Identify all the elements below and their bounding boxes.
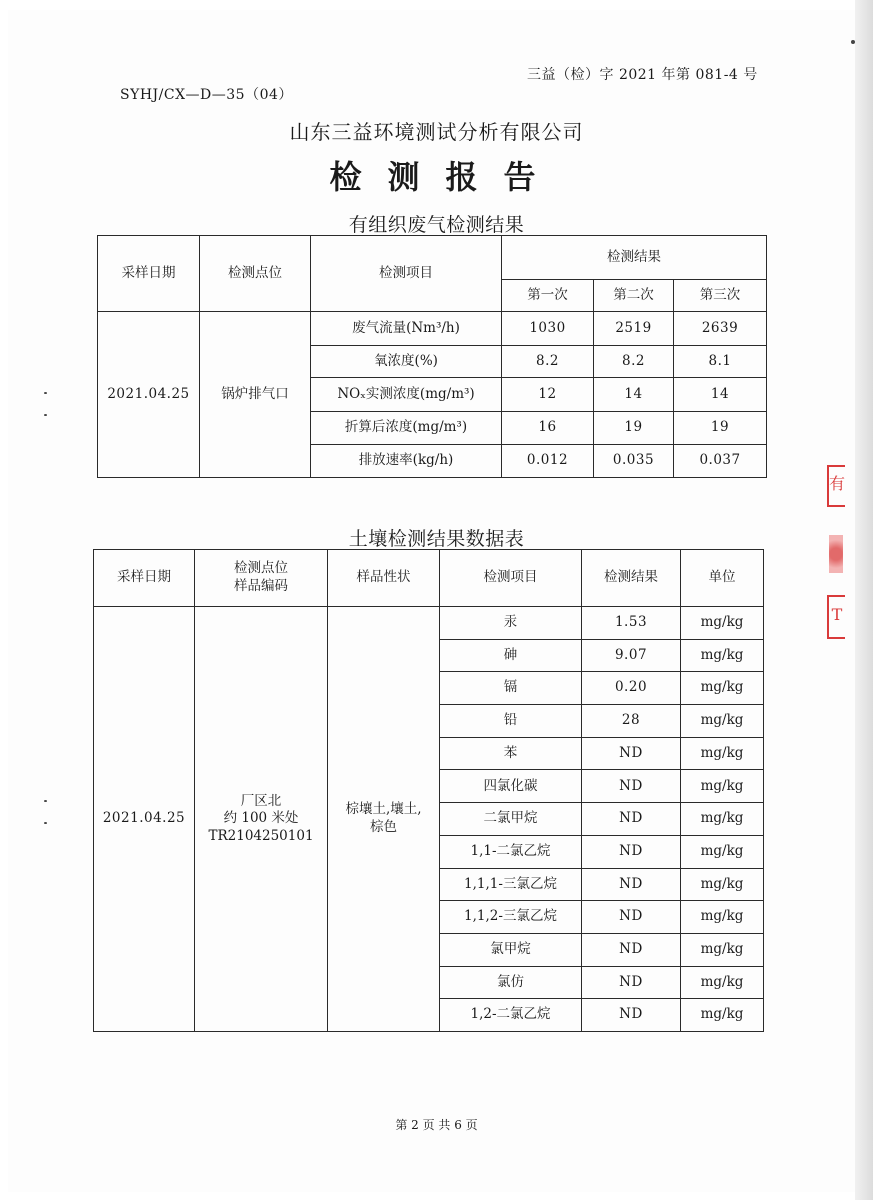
value-cell: 14 [594,378,674,412]
value-cell: 19 [674,412,767,445]
result-cell: ND [582,868,681,901]
waste-gas-results-table [97,235,767,478]
value-cell: 0.037 [674,445,767,478]
item-cell: 铅 [440,705,582,738]
test-point-line2: 约 100 米处 [223,810,299,827]
stamp-fragment-middle [829,535,843,573]
unit-cell: mg/kg [681,737,764,770]
scan-speck [851,40,855,44]
header-test-point: 检测点位 [234,560,288,577]
report-title: 检测报告 [329,158,562,196]
scan-speck [44,414,47,416]
item-cell: 折算后浓度(mg/m³) [311,412,502,445]
header-unit: 单位 [681,550,764,607]
item-cell: 排放速率(kg/h) [311,445,502,478]
value-cell: 14 [674,378,767,412]
result-cell: ND [582,835,681,868]
table-row [98,312,767,346]
report-number: 三益（检）字 2021 年第 081-4 号 [527,67,758,83]
item-cell: 氯甲烷 [440,933,582,966]
header-test-result: 检测结果 [502,236,767,280]
result-cell: ND [582,803,681,836]
item-cell: 1,1,1-三氯乙烷 [440,868,582,901]
item-cell: 1,1-二氯乙烷 [440,835,582,868]
stamp-fragment-top: 有 [827,465,845,507]
unit-cell: mg/kg [681,639,764,672]
result-cell: 0.20 [582,672,681,705]
item-cell: 氧浓度(%) [311,346,502,378]
sampling-date-cell: 2021.04.25 [98,312,200,478]
header-sample-code: 样品编码 [234,578,288,594]
item-cell: 镉 [440,672,582,705]
unit-cell: mg/kg [681,966,764,999]
result-cell: ND [582,966,681,999]
item-cell: NOₓ实测浓度(mg/m³) [311,378,502,412]
item-cell: 1,2-二氯乙烷 [440,999,582,1032]
result-cell: ND [582,933,681,966]
item-cell: 氯仿 [440,966,582,999]
stamp-fragment-bottom: T [827,595,845,639]
unit-cell: mg/kg [681,933,764,966]
value-cell: 8.1 [674,346,767,378]
value-cell: 0.035 [594,445,674,478]
item-cell: 废气流量(Nm³/h) [311,312,502,346]
waste-gas-table-title: 有组织废气检测结果 [348,214,525,236]
header-test-item: 检测项目 [311,236,502,312]
unit-cell: mg/kg [681,803,764,836]
value-cell: 12 [502,378,594,412]
item-cell: 1,1,2-三氯乙烷 [440,901,582,934]
scan-speck [44,800,47,802]
value-cell: 1030 [502,312,594,346]
page-number: 第 2 页 共 6 页 [395,1118,478,1132]
item-cell: 苯 [440,737,582,770]
scan-speck [44,392,47,394]
header-test-item: 检测项目 [440,550,582,607]
unit-cell: mg/kg [681,901,764,934]
sample-nature-line2: 棕色 [370,818,397,835]
test-point-cell [195,607,328,1032]
unit-cell: mg/kg [681,607,764,640]
sampling-date-cell: 2021.04.25 [94,607,195,1032]
result-cell: ND [582,737,681,770]
unit-cell: mg/kg [681,705,764,738]
value-cell: 8.2 [502,346,594,378]
unit-cell: mg/kg [681,770,764,803]
unit-cell: mg/kg [681,999,764,1032]
sample-code: TR2104250101 [208,827,314,844]
result-cell: 1.53 [582,607,681,640]
result-cell: ND [582,901,681,934]
test-point-line1: 厂区北 [240,792,282,809]
soil-table-title: 土壤检测结果数据表 [348,528,525,550]
header-sample-nature: 样品性状 [328,550,440,607]
table-row [94,607,764,640]
header-test-point-sample-code [195,550,328,607]
header-sampling-date: 采样日期 [94,550,195,607]
header-third-run: 第三次 [674,280,767,312]
item-cell: 汞 [440,607,582,640]
item-cell: 砷 [440,639,582,672]
company-seal-stamp [827,465,849,640]
unit-cell: mg/kg [681,835,764,868]
company-name: 山东三益环境测试分析有限公司 [289,120,584,144]
soil-results-table [93,549,764,1032]
test-point-cell: 锅炉排气口 [200,312,311,478]
header-sampling-date: 采样日期 [98,236,200,312]
header-second-run: 第二次 [594,280,674,312]
sample-nature-line1: 棕壤土,壤土, [345,801,422,818]
header-test-point: 检测点位 [200,236,311,312]
result-cell: 28 [582,705,681,738]
item-cell: 四氯化碳 [440,770,582,803]
unit-cell: mg/kg [681,672,764,705]
value-cell: 19 [594,412,674,445]
value-cell: 16 [502,412,594,445]
unit-cell: mg/kg [681,868,764,901]
value-cell: 2639 [674,312,767,346]
sample-nature-cell [328,607,440,1032]
form-code: SYHJ/CX—D—35（04） [120,87,293,103]
header-first-run: 第一次 [502,280,594,312]
result-cell: ND [582,999,681,1032]
scan-speck [44,822,47,824]
value-cell: 8.2 [594,346,674,378]
header-test-result: 检测结果 [582,550,681,607]
value-cell: 0.012 [502,445,594,478]
result-cell: 9.07 [582,639,681,672]
item-cell: 二氯甲烷 [440,803,582,836]
value-cell: 2519 [594,312,674,346]
result-cell: ND [582,770,681,803]
